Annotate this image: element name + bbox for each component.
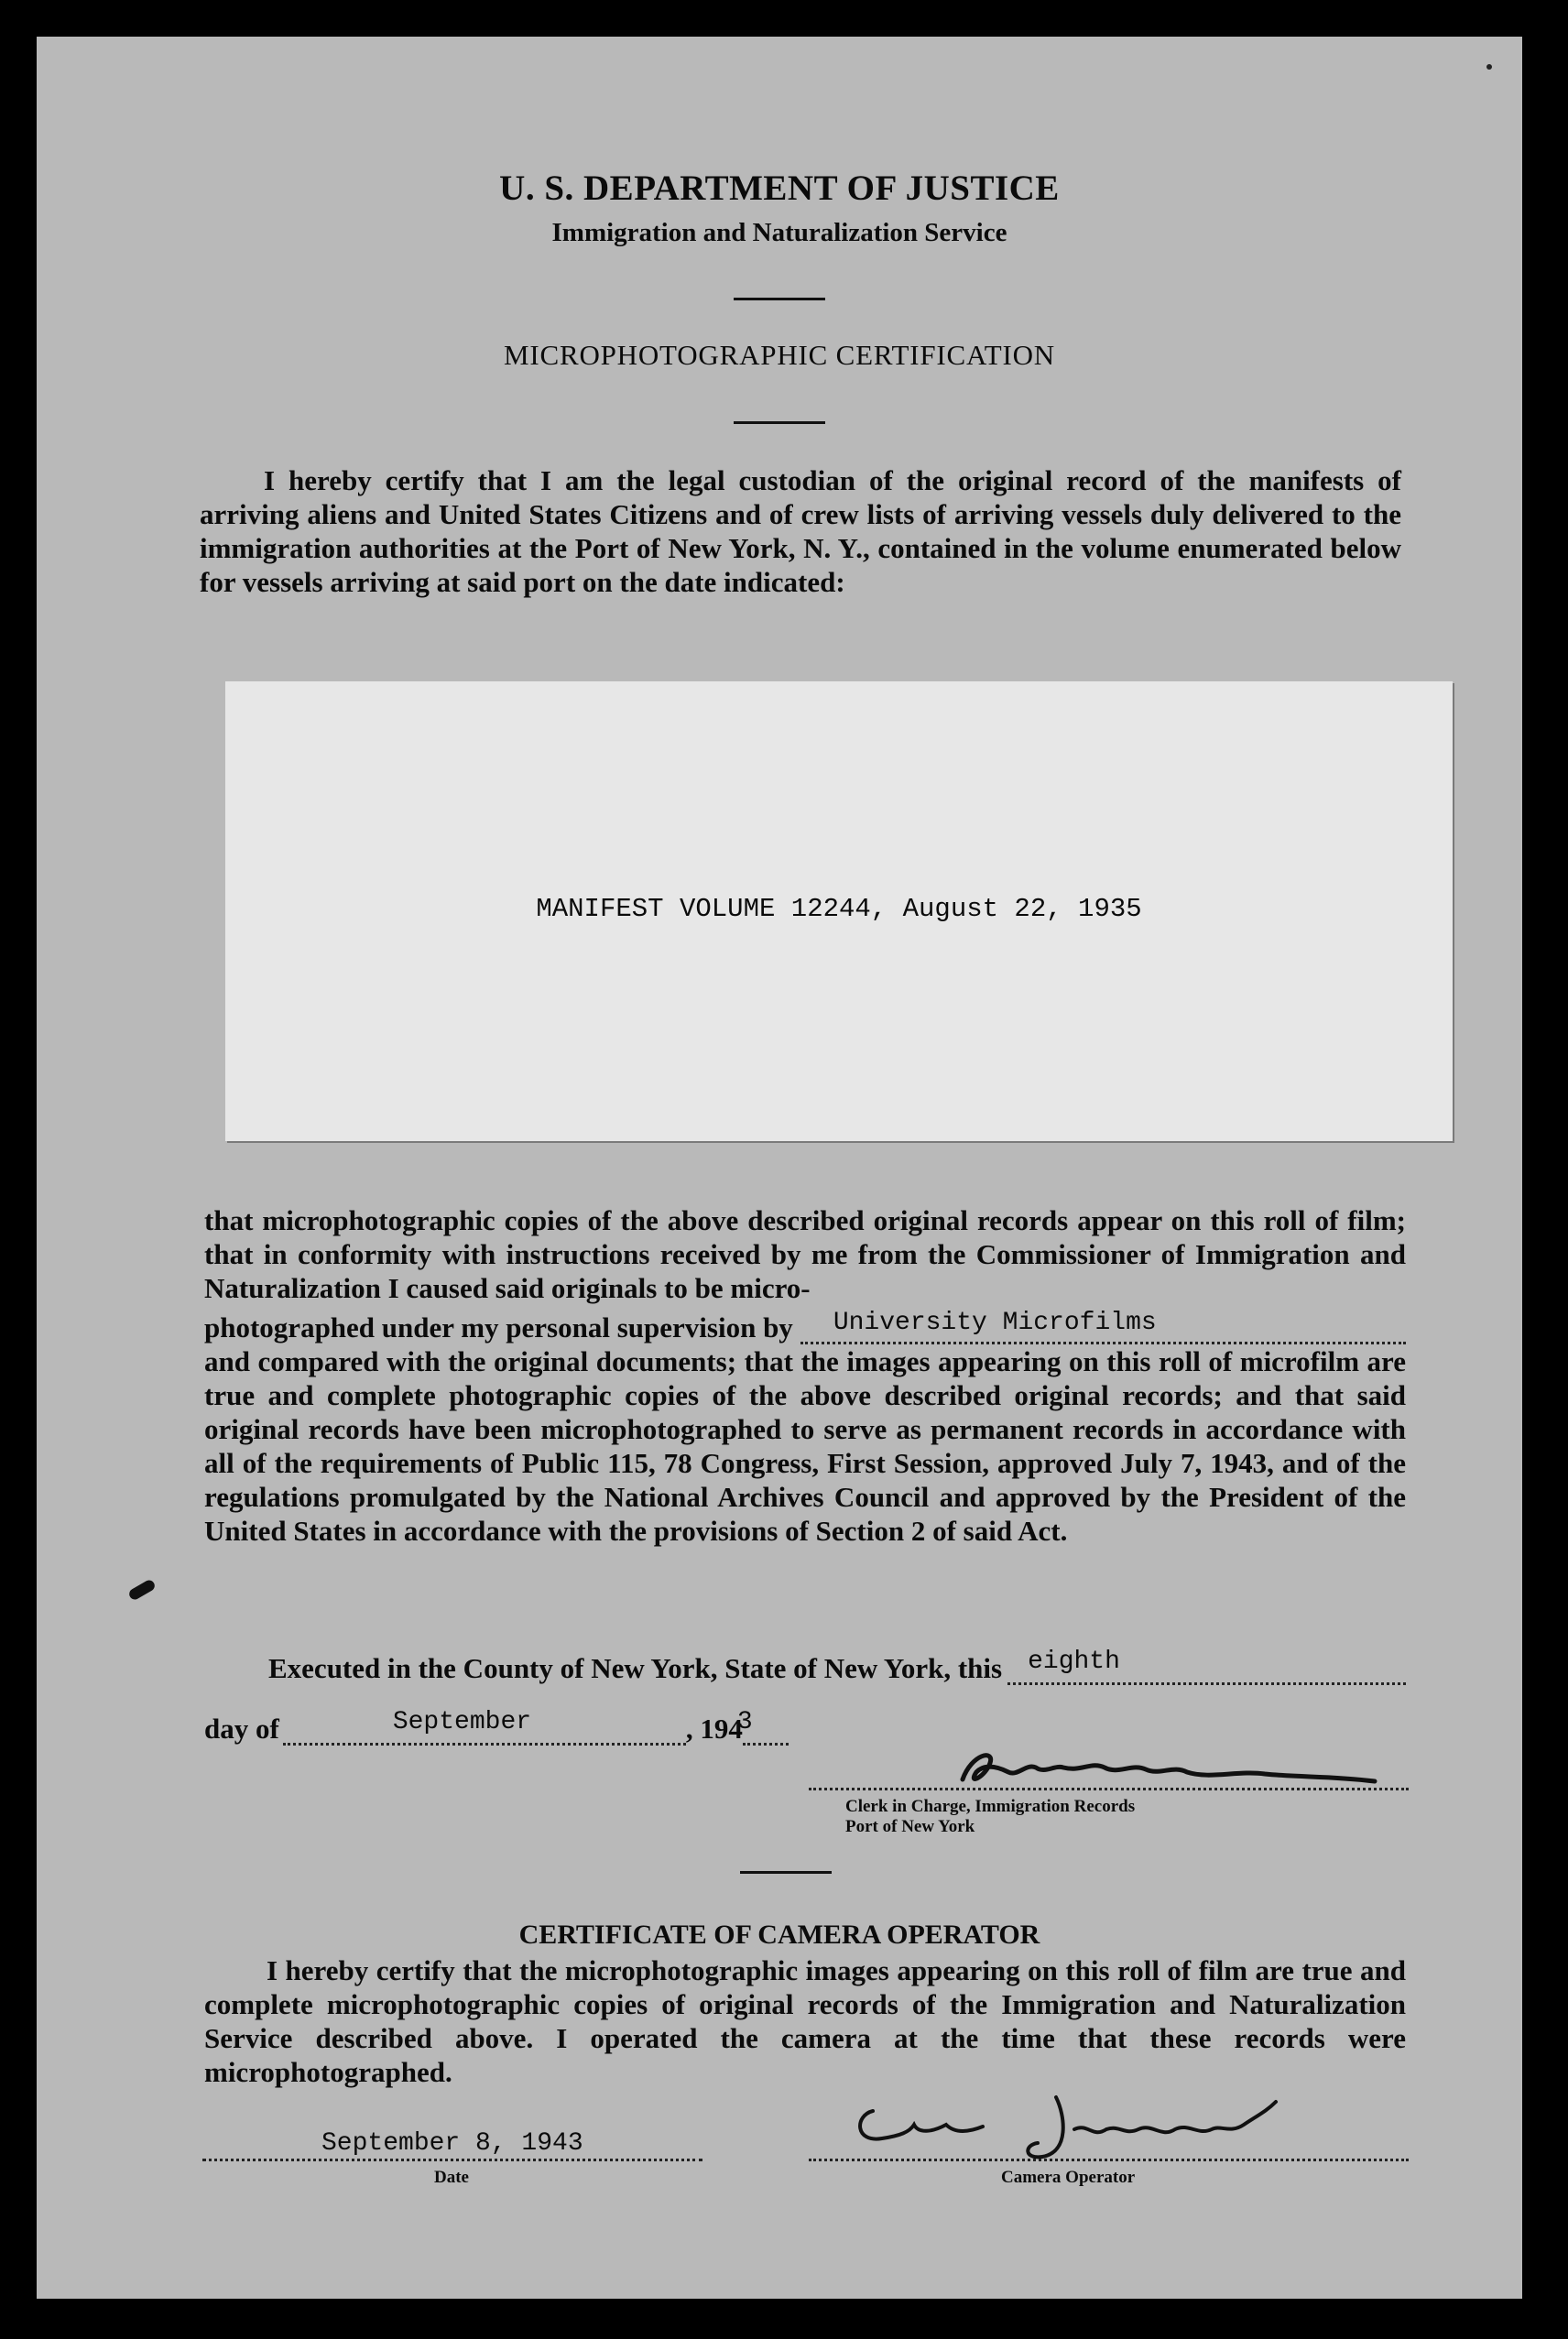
date-field — [202, 2125, 702, 2161]
executed-prefix: Executed in the County of New York, State of New York, this — [268, 1652, 1003, 1684]
day-of-line — [204, 1708, 789, 1746]
body-line1: that microphotographic copies of the above described original records appear on this roll of film; that in conformity with instructions received by me from the Commissioner of Immigration and Naturalization I caused said originals to be micro- — [204, 1204, 1406, 1304]
divider — [734, 421, 825, 424]
clerk-signature — [944, 1745, 1384, 1795]
operator-label: Camera Operator — [1001, 2168, 1136, 2187]
operator-signature — [845, 2088, 1285, 2161]
divider — [734, 298, 825, 300]
certificate-page — [37, 37, 1522, 2299]
executed-line — [268, 1648, 1406, 1685]
intro-paragraph: I hereby certify that I am the legal custodian of the original record of the manifests of arriving aliens and United States Citizens and of crew lists of arriving vessels duly delivered to the immigration authorities at the Port of New York, N. Y., contained in the volume enumerated below for vessels arriving at said port on the date indicated: — [200, 464, 1401, 598]
clerk-title-line2: Port of New York — [845, 1817, 975, 1836]
day-of-label: day of — [204, 1713, 279, 1745]
executed-day: eighth — [1028, 1648, 1120, 1676]
clerk-signature-field — [809, 1745, 1409, 1790]
manifest-volume-label: MANIFEST VOLUME 12244, August 22, 1935 — [536, 894, 1142, 924]
body-rest: and compared with the original documents; that the images appearing on this roll of microfilm are true and complete photographic copies of the above described original records; and that said original records have been microphotographed to serve as permanent records in accordance with all of the requirements of Public 115, 78 Congress, First Session, approved July 7, 1943, and of the regulations promulgated by the National Archives Council and approved by the President of the United States in accordance with the provisions of Section 2 of said Act. — [204, 1345, 1406, 1547]
year-field — [736, 1708, 789, 1746]
manifest-slip — [225, 681, 1453, 1141]
ink-mark — [127, 1578, 157, 1601]
camera-date: September 8, 1943 — [321, 2129, 583, 2158]
divider — [740, 1871, 832, 1874]
camera-certificate-paragraph: I hereby certify that the microphotographic images appearing on this roll of film are true and complete microphotographic copies of original records of the Immigration and Naturalization Service described above. I operated the camera at the time that these records were microphotographed. — [204, 1954, 1406, 2088]
operator-signature-field — [809, 2088, 1409, 2161]
executed-month: September — [392, 1708, 532, 1736]
document-title: MICROPHOTOGRAPHIC CERTIFICATION — [504, 339, 1055, 371]
agency-heading: U. S. DEPARTMENT OF JUSTICE — [499, 169, 1060, 208]
body-paragraph — [204, 1203, 1406, 1548]
camera-certificate-title: CERTIFICATE OF CAMERA OPERATOR — [518, 1920, 1040, 1950]
photographer-field — [800, 1309, 1406, 1344]
year-prefix: , 194 — [685, 1713, 743, 1745]
service-subheading: Immigration and Naturalization Service — [551, 218, 1007, 247]
day-field — [1007, 1648, 1406, 1685]
date-label: Date — [434, 2168, 469, 2187]
clerk-title-line1: Clerk in Charge, Immigration Records — [845, 1797, 1136, 1816]
year-digit: 3 — [736, 1708, 753, 1736]
photographer-name: University Microfilms — [833, 1309, 1157, 1337]
clerk-title — [845, 1797, 1135, 1837]
photographed-by-prefix: photographed under my personal supervision by — [204, 1311, 793, 1344]
corner-speck — [1486, 64, 1492, 70]
month-field — [283, 1708, 686, 1746]
